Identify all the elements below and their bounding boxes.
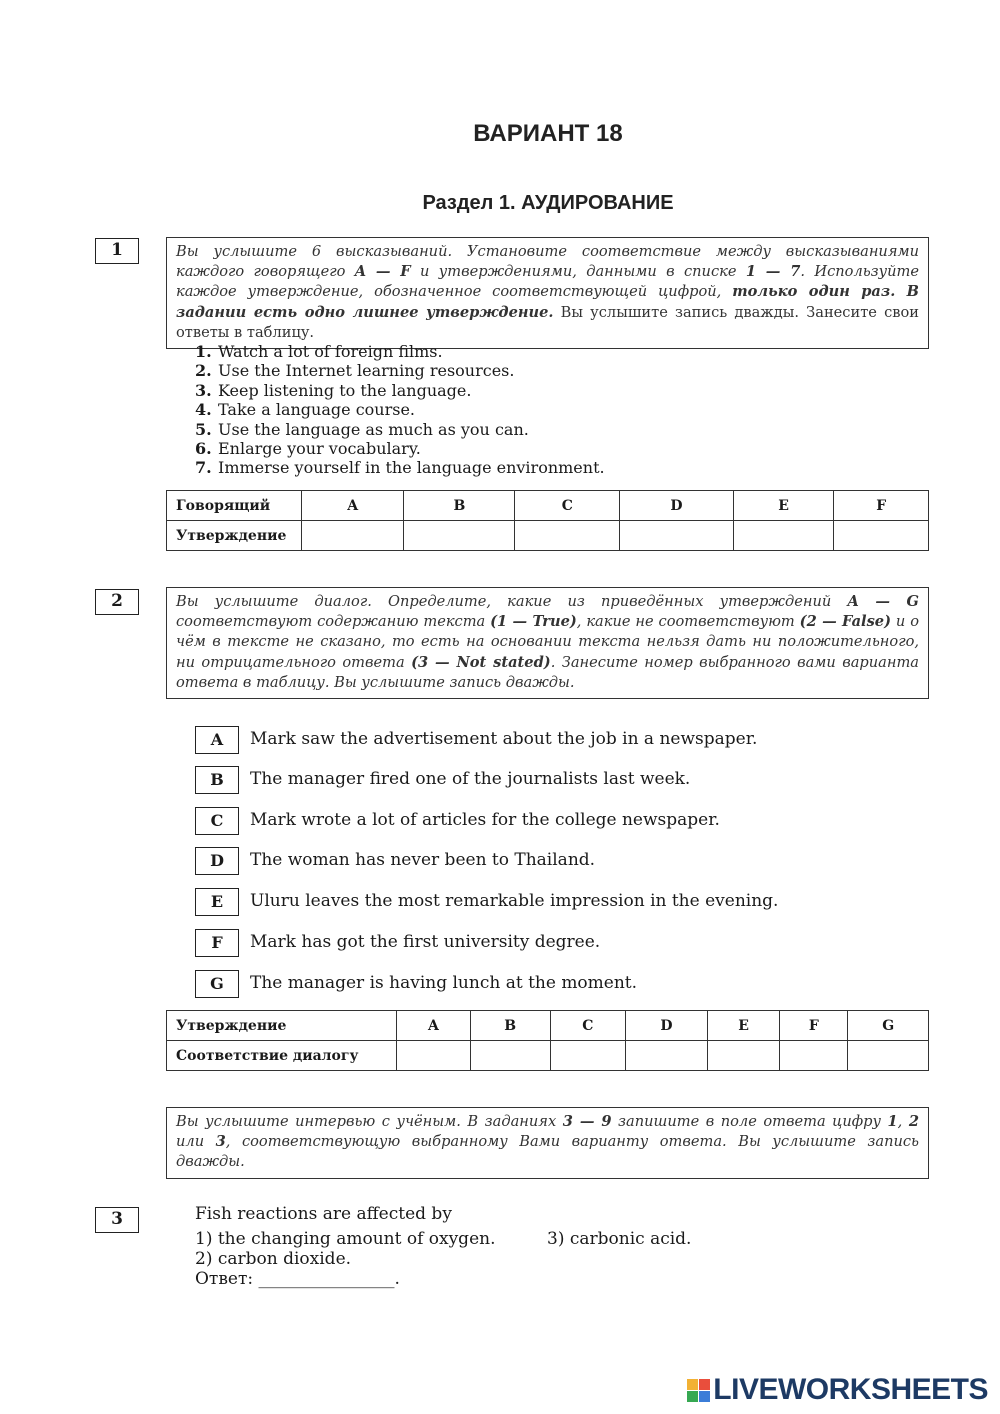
option-text: The woman has never been to Thailand. <box>250 850 596 870</box>
task1-answer-table <box>166 490 929 551</box>
option-letter: G <box>195 970 239 998</box>
option-letter: D <box>195 847 239 875</box>
column-header: B <box>470 1011 550 1041</box>
question-text: Fish reactions are affected by <box>195 1204 452 1224</box>
list-item: 4. Take a language course. <box>195 400 415 420</box>
statement-list <box>195 342 605 478</box>
column-header: A <box>302 491 404 521</box>
table-row <box>167 491 929 521</box>
task2-instruction: Вы услышите диалог. Определите, какие из приведённых утверждений A — G соответствуют содержанию текста (1 — True), какие не соответствуют (2 — False) и о чём в тексте не сказано, то есть на основании текста нельзя дать ни положительного, ни отрицательного ответа (3 — Not stated). Занесите номер выбранного вами варианта ответа в таблицу. Вы услышите запись дважды. <box>166 587 929 699</box>
answer-cell-d[interactable] <box>626 1041 708 1071</box>
answer-option-1: 1) the changing amount of oxygen. <box>195 1229 496 1249</box>
task2-answer-table <box>166 1010 929 1071</box>
column-header: C <box>550 1011 626 1041</box>
list-item: 5. Use the language as much as you can. <box>195 419 529 439</box>
table-row <box>167 1041 929 1071</box>
table-header-dialogue-match: Соответствие диалогу <box>167 1041 397 1071</box>
task1-instruction: Вы услышите 6 высказываний. Установите соответствие между высказываниями каждого говорящего A — F и утверждениями, данными в списке 1 — 7. Используйте каждое утверждение, обозначенное соответствующей цифрой, только один раз. В задании есть одно лишнее утверждение. Вы услышите запись дважды. Занесите свои ответы в таблицу. <box>166 237 929 349</box>
option-letter: B <box>195 766 239 794</box>
task-number-1: 1 <box>95 238 139 264</box>
option-letter: A <box>195 726 239 754</box>
answer-cell-c[interactable] <box>550 1041 626 1071</box>
option-text: The manager is having lunch at the moment. <box>250 973 638 993</box>
section-title: Раздел 1. АУДИРОВАНИЕ <box>422 192 674 214</box>
list-item: 7. Immerse yourself in the language environment. <box>195 458 605 478</box>
column-header: A <box>397 1011 471 1041</box>
answer-cell-a[interactable] <box>397 1041 471 1071</box>
table-header-speaker: Говорящий <box>167 491 302 521</box>
task-number-3: 3 <box>95 1207 139 1233</box>
answer-cell-a[interactable] <box>302 521 404 551</box>
list-item: 2. Use the Internet learning resources. <box>195 361 515 381</box>
logo-icon <box>687 1379 710 1402</box>
option-letter: E <box>195 888 239 916</box>
option-letter: C <box>195 807 239 835</box>
answer-field[interactable]: Ответ: ________________. <box>195 1269 400 1289</box>
logo-text: LIVEWORKSHEETS <box>713 1373 988 1406</box>
answer-cell-b[interactable] <box>470 1041 550 1071</box>
answer-cell-d[interactable] <box>620 521 733 551</box>
option-text: Mark wrote a lot of articles for the college newspaper. <box>250 810 720 830</box>
column-header: B <box>404 491 515 521</box>
option-text: Uluru leaves the most remarkable impression in the evening. <box>250 891 779 911</box>
answer-cell-e[interactable] <box>733 521 834 551</box>
column-header: C <box>515 491 620 521</box>
table-row <box>167 521 929 551</box>
column-header: D <box>626 1011 708 1041</box>
liveworksheets-logo <box>687 1373 988 1407</box>
column-header: E <box>733 491 834 521</box>
answer-cell-b[interactable] <box>404 521 515 551</box>
answer-cell-c[interactable] <box>515 521 620 551</box>
logo-square <box>699 1379 710 1390</box>
list-item: 6. Enlarge your vocabulary. <box>195 439 421 459</box>
table-row <box>167 1011 929 1041</box>
answer-option-3: 3) carbonic acid. <box>547 1229 692 1249</box>
logo-square <box>687 1379 698 1390</box>
answer-cell-f[interactable] <box>780 1041 848 1071</box>
column-header: E <box>707 1011 780 1041</box>
answer-option-2: 2) carbon dioxide. <box>195 1249 352 1269</box>
column-header: G <box>848 1011 929 1041</box>
column-header: F <box>834 491 929 521</box>
table-header-statement: Утверждение <box>167 1011 397 1041</box>
table-header-statement: Утверждение <box>167 521 302 551</box>
task-number-2: 2 <box>95 589 139 615</box>
interview-instruction: Вы услышите интервью с учёным. В заданиях 3 — 9 запишите в поле ответа цифру 1, 2 или 3, соответствующую выбранному Вами варианту ответа. Вы услышите запись дважды. <box>166 1107 929 1179</box>
answer-cell-f[interactable] <box>834 521 929 551</box>
option-text: The manager fired one of the journalists last week. <box>250 769 691 789</box>
option-text: Mark saw the advertisement about the job in a newspaper. <box>250 729 758 749</box>
option-text: Mark has got the first university degree. <box>250 932 601 952</box>
logo-square <box>687 1391 698 1402</box>
list-item: 3. Keep listening to the language. <box>195 380 472 400</box>
answer-cell-e[interactable] <box>707 1041 780 1071</box>
list-item: 1. Watch a lot of foreign films. <box>195 342 443 361</box>
logo-square <box>699 1391 710 1402</box>
column-header: D <box>620 491 733 521</box>
option-letter: F <box>195 929 239 957</box>
answer-cell-g[interactable] <box>848 1041 929 1071</box>
page-title: ВАРИАНТ 18 <box>473 120 623 147</box>
column-header: F <box>780 1011 848 1041</box>
